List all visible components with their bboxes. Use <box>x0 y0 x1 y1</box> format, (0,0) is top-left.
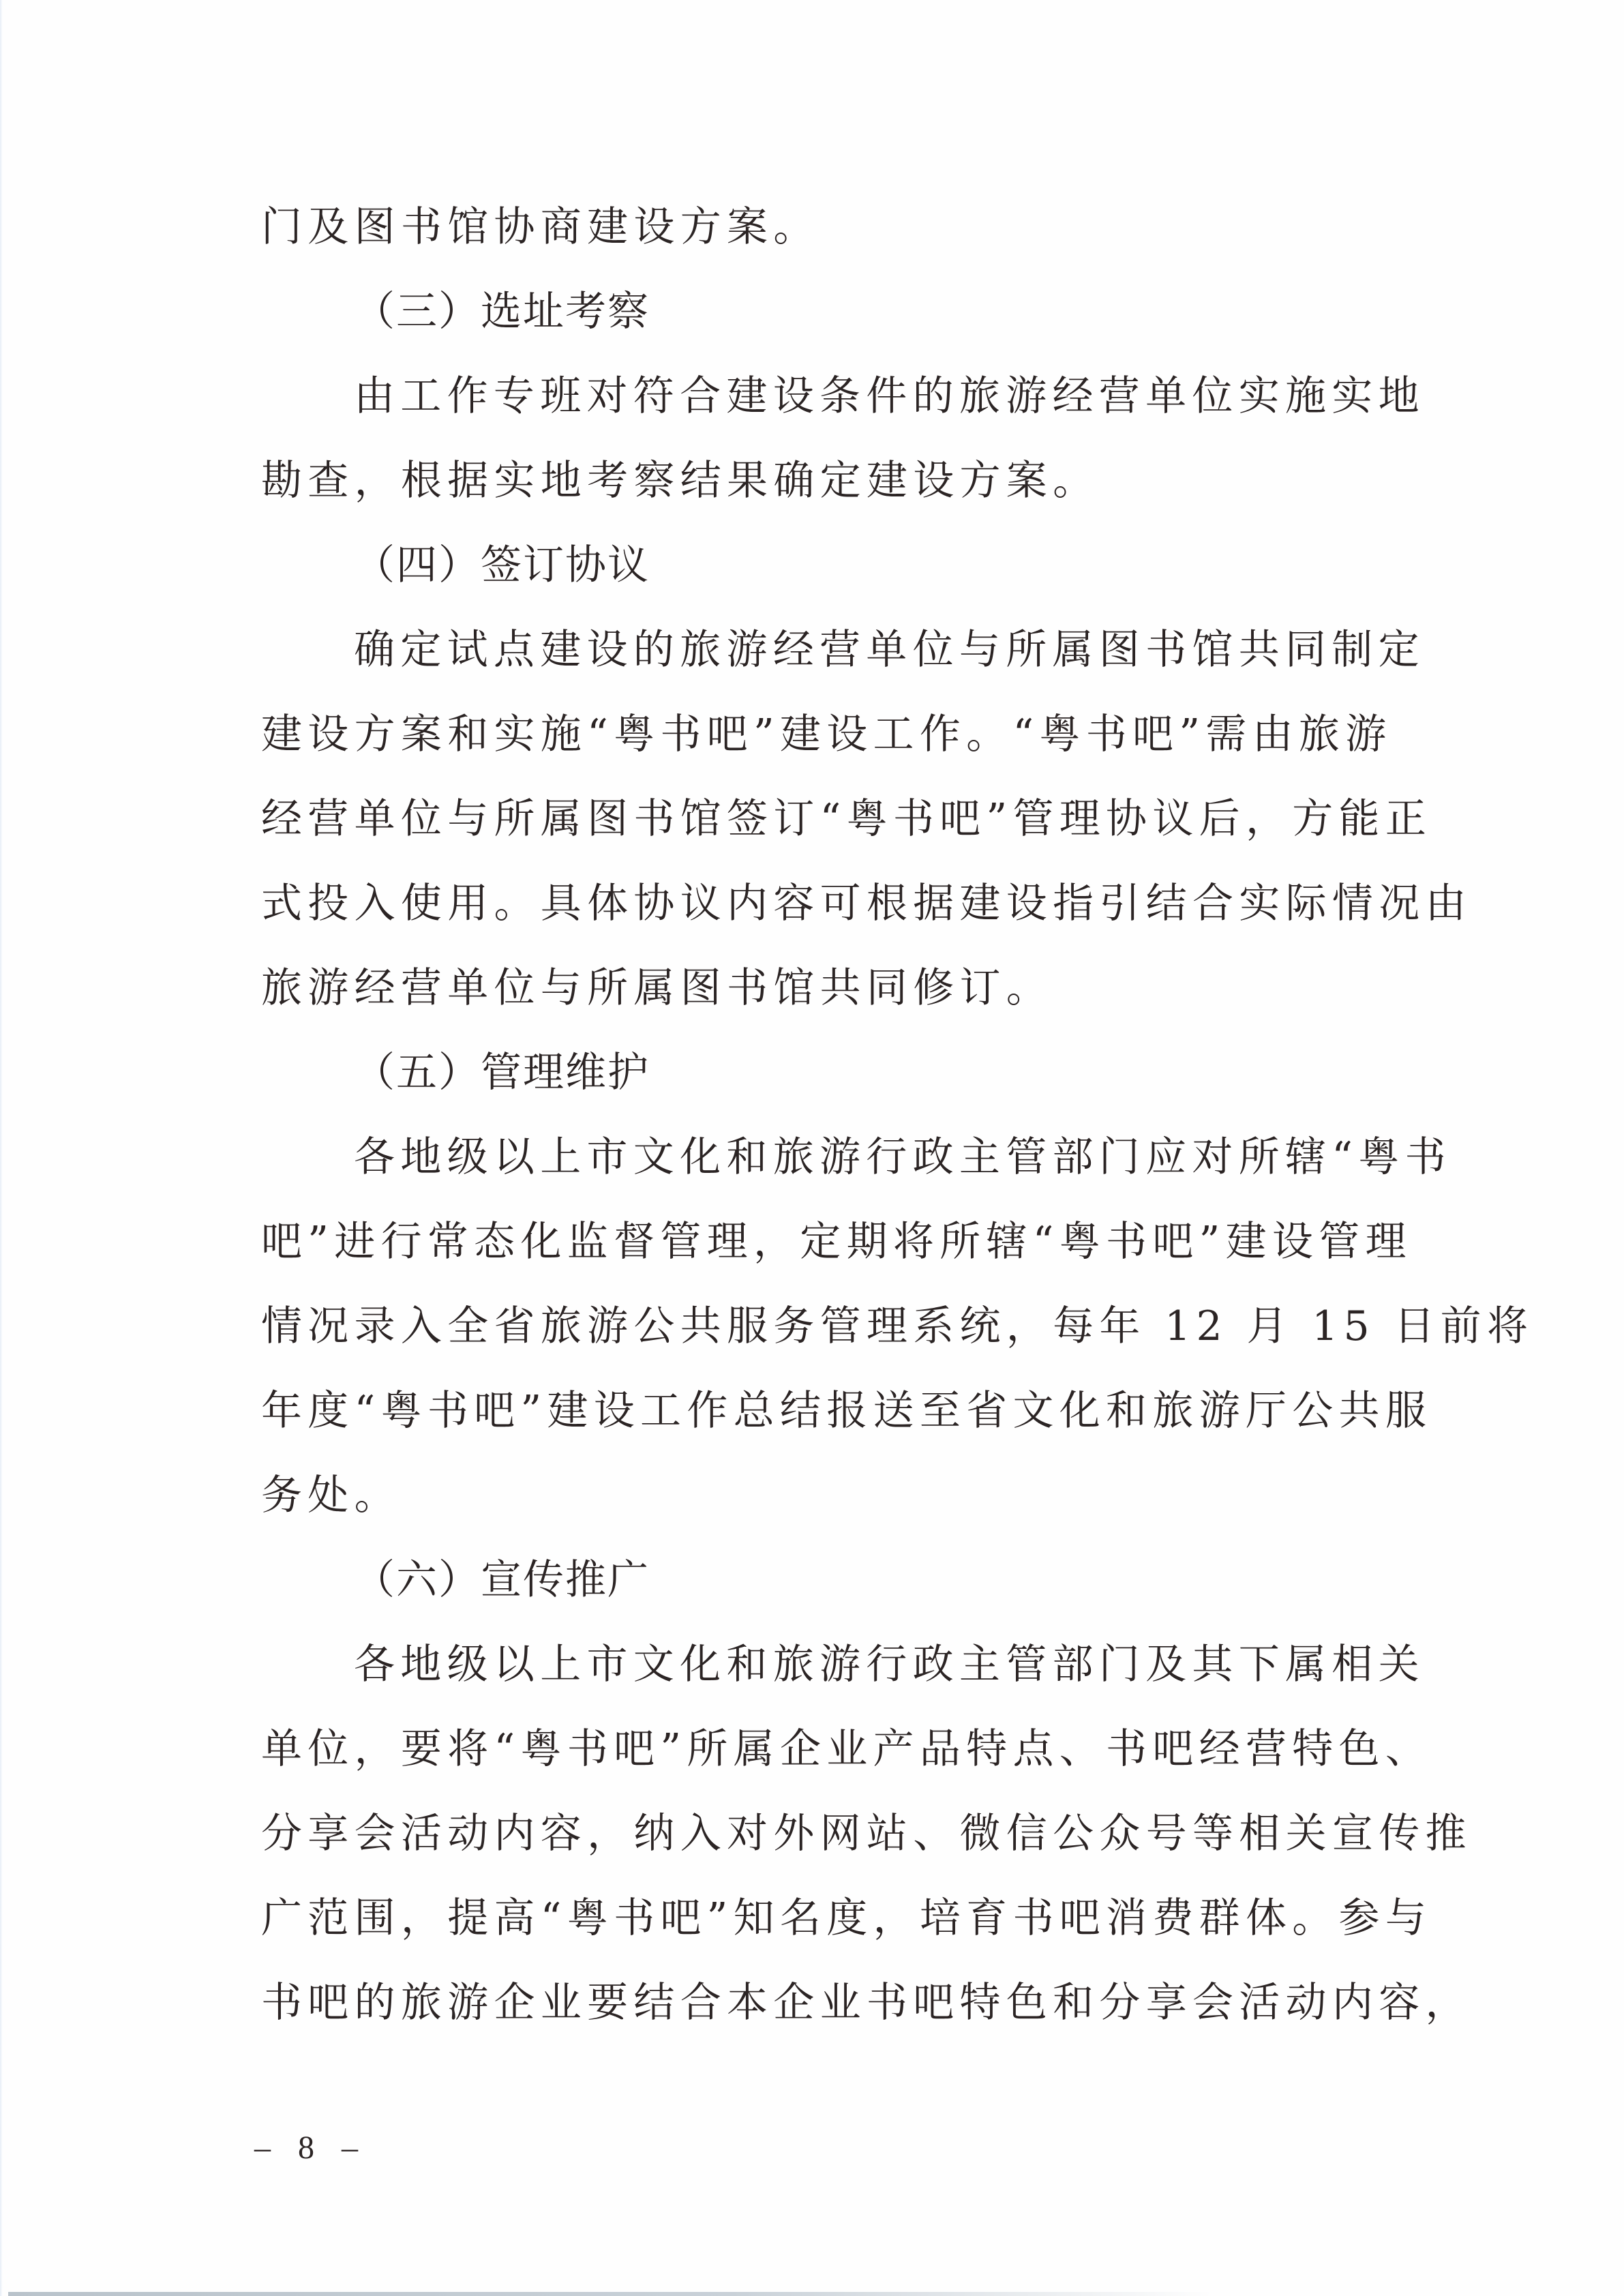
body-line: 门及图书馆协商建设方案。 <box>261 203 820 251</box>
body-line: 吧”进行常态化监督管理，定期将所辖“粤书吧”建设管理 <box>261 1218 1412 1266</box>
body-line: 情况录入全省旅游公共服务管理系统，每年 12 月 15 日前将 <box>261 1302 1534 1350</box>
document-body <box>261 185 1534 2045</box>
body-line: 勘查，根据实地考察结果确定建设方案。 <box>261 457 1100 505</box>
body-line: 年度“粤书吧”建设工作总结报送至省文化和旅游厅公共服 <box>261 1387 1432 1435</box>
paragraph-line: 各地级以上市文化和旅游行政主管部门及其下属相关 <box>354 1641 1425 1688</box>
section-heading-5: （五）管理维护 <box>354 1049 650 1097</box>
body-line: 广范围，提高“粤书吧”知名度，培育书吧消费群体。参与 <box>261 1894 1432 1942</box>
section-heading-3: （三）选址考察 <box>354 288 650 336</box>
body-line: 建设方案和实施“粤书吧”建设工作。“粤书吧”需由旅游 <box>261 711 1392 758</box>
page-number: – 8 – <box>254 2130 367 2166</box>
body-line: 务处。 <box>261 1472 401 1519</box>
body-line: 书吧的旅游企业要结合本企业书吧特色和分享会活动内容， <box>261 1979 1472 2027</box>
body-line: 经营单位与所属图书馆签订“粤书吧”管理协议后，方能正 <box>261 795 1432 843</box>
body-line: 旅游经营单位与所属图书馆共同修订。 <box>261 964 1053 1012</box>
body-line: 分享会活动内容，纳入对外网站、微信公众号等相关宣传推 <box>261 1810 1472 1858</box>
section-heading-6: （六）宣传推广 <box>354 1556 650 1604</box>
scan-edge-left <box>0 0 3 2296</box>
body-line: 式投入使用。具体协议内容可根据建设指引结合实际情况由 <box>261 880 1472 927</box>
scan-edge-bottom <box>8 2292 1215 2296</box>
paragraph-line: 确定试点建设的旅游经营单位与所属图书馆共同制定 <box>354 626 1425 674</box>
paragraph-line: 由工作专班对符合建设条件的旅游经营单位实施实地 <box>354 372 1425 420</box>
body-line: 单位，要将“粤书吧”所属企业产品特点、书吧经营特色、 <box>261 1725 1432 1773</box>
section-heading-4: （四）签订协议 <box>354 541 650 589</box>
paragraph-line: 各地级以上市文化和旅游行政主管部门应对所辖“粤书 <box>354 1133 1452 1181</box>
